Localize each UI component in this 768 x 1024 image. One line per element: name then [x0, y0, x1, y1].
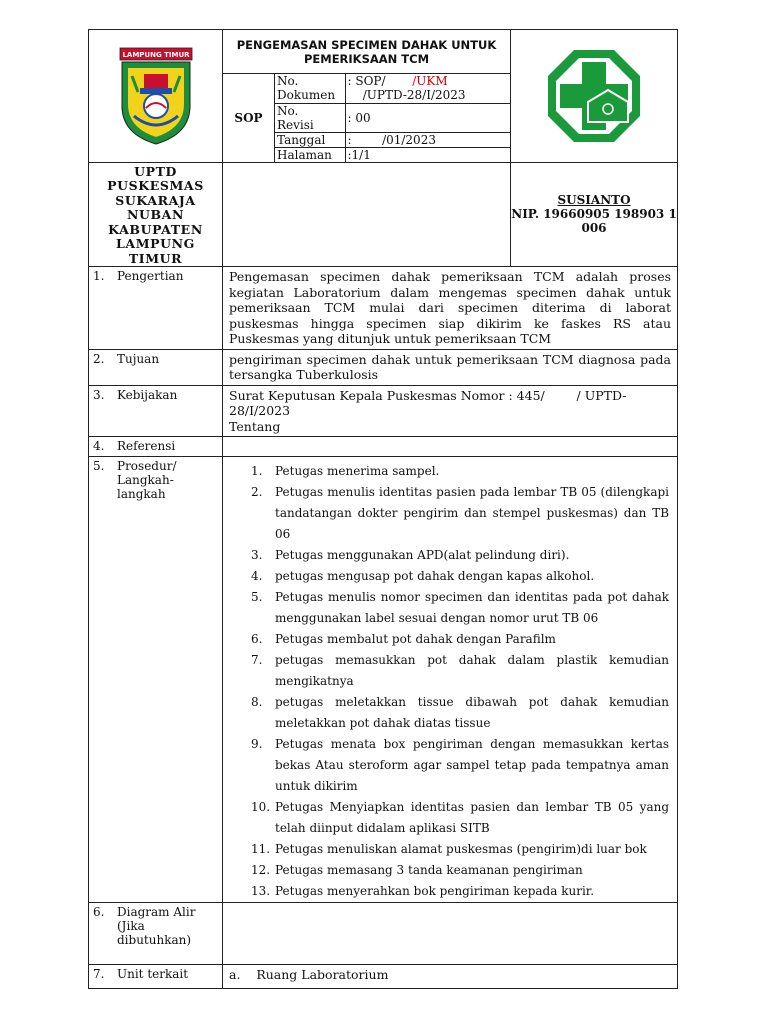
tujuan-text: pengiriman specimen dahak untuk pemeriksaan TCM diagnosa pada tersangka Tuberkulosis — [223, 349, 678, 385]
procedure-step — [251, 797, 669, 839]
procedure-step-number: 12. — [251, 863, 271, 877]
prosedur-label: 5. Prosedur/ Langkah- langkah — [89, 457, 223, 903]
signer-block — [511, 162, 678, 267]
referensi-text — [223, 437, 678, 457]
procedure-step — [251, 482, 669, 545]
halaman-label: Halaman — [275, 147, 345, 162]
halaman-value: :1/1 — [347, 147, 371, 162]
no-revisi-label: No. Revisi — [275, 103, 345, 132]
puskesmas-logo-icon — [544, 46, 644, 146]
procedure-step-number: 3. — [251, 548, 263, 562]
procedure-step — [251, 839, 669, 860]
procedure-step-number: 10. — [251, 800, 271, 814]
procedure-list — [223, 461, 677, 902]
kebijakan-label: 3. Kebijakan — [89, 385, 223, 437]
procedure-step-text: petugas mengusap pot dahak dengan kapas alkohol. — [275, 569, 595, 583]
title-line-1: PENGEMASAN SPECIMEN DAHAK UNTUK — [236, 38, 497, 52]
sop-label: SOP — [223, 74, 275, 163]
regency-logo-cell — [89, 30, 223, 163]
procedure-step-text: Petugas Menyiapkan identitas pasien dan lembar TB 05 yang telah diinput didalam aplikasi SITB — [275, 800, 670, 835]
title-line-2: PEMERIKSAAN TCM — [303, 52, 430, 66]
procedure-step-text: Petugas menyerahkan bok pengiriman kepada kurir. — [275, 884, 595, 898]
procedure-step-text: Petugas menerima sampel. — [275, 464, 440, 478]
no-revisi-value: : 00 — [345, 103, 510, 132]
document-title — [223, 30, 511, 74]
procedure-step-number: 9. — [251, 737, 263, 751]
procedure-step-text: Petugas memasang 3 tanda keamanan pengiriman — [275, 863, 583, 877]
logo-region-label: LAMPUNG TIMUR — [121, 50, 190, 59]
procedure-step-text: Petugas menulis identitas pasien pada lembar TB 05 (dilengkapi tandatangan dokter pengirim dan stempel puskesmas) dan TB 06 — [275, 485, 670, 541]
procedure-step-number: 5. — [251, 590, 263, 604]
procedure-step — [251, 461, 669, 482]
procedure-step-number: 6. — [251, 632, 263, 646]
document-meta — [275, 74, 511, 163]
procedure-step-text: petugas meletakkan tissue dibawah pot dahak kemudian meletakkan pot dahak diatas tissue — [275, 695, 670, 730]
blank-cell — [223, 162, 511, 267]
tanggal-value: : /01/2023 — [345, 132, 510, 147]
procedure-step-text: Petugas menggunakan APD(alat pelindung diri). — [275, 548, 570, 562]
organization-name: UPTD PUSKESMAS SUKARAJA NUBAN KABUPATEN LAMPUNG TIMUR — [89, 162, 223, 267]
puskesmas-logo-cell — [511, 30, 678, 163]
sop-document — [88, 29, 677, 989]
unit-terkait-item: a. Ruang Laboratorium — [223, 965, 678, 989]
procedure-step — [251, 629, 669, 650]
pengertian-text: Pengemasan specimen dahak pemeriksaan TCM adalah proses kegiatan Laboratorium dalam mengemas specimen dahak untuk pemeriksaan TCM mulai dari specimen diterima di laborat puskesmas hingga specimen siap dikirim ke faskes RS atau Puskesmas yang ditunjuk untuk pemeriksaan TCM — [223, 267, 678, 350]
no-dokumen-value: : SOP/ /UKM /UPTD-28/I/2023 — [345, 74, 510, 103]
referensi-label: 4. Referensi — [89, 437, 223, 457]
procedure-step — [251, 566, 669, 587]
procedure-step-text: Petugas menuliskan alamat puskesmas (pengirim)di luar bok — [275, 842, 647, 856]
diagram-content — [223, 903, 678, 965]
procedure-step-text: Petugas menata box pengiriman dengan memasukkan kertas bekas Atau steroform agar sampel tetap pada tempatnya aman untuk dikirim — [275, 737, 670, 793]
unit-terkait-label: 7. Unit terkait — [89, 965, 223, 989]
procedure-step-number: 4. — [251, 569, 263, 583]
procedure-step-text: petugas memasukkan pot dahak dalam plastik kemudian mengikatnya — [275, 653, 670, 688]
pengertian-label: 1. Pengertian — [89, 267, 223, 350]
prosedur-steps — [223, 457, 678, 903]
tanggal-label: Tanggal — [275, 132, 345, 147]
procedure-step-text: Petugas membalut pot dahak dengan Parafilm — [275, 632, 556, 646]
procedure-step-number: 1. — [251, 464, 263, 478]
kebijakan-text: Surat Keputusan Kepala Puskesmas Nomor : 445/ / UPTD-28/I/2023 Tentang — [223, 385, 678, 437]
procedure-step — [251, 881, 669, 902]
procedure-step-number: 2. — [251, 485, 263, 499]
procedure-step-number: 13. — [251, 884, 271, 898]
procedure-step — [251, 692, 669, 734]
signer-nip: NIP. 19660905 198903 1 006 — [511, 207, 677, 236]
tujuan-label: 2. Tujuan — [89, 349, 223, 385]
procedure-step — [251, 734, 669, 797]
procedure-step-text: Petugas menulis nomor specimen dan identitas pada pot dahak menggunakan label sesuai dengan nomor urut TB 06 — [275, 590, 670, 625]
procedure-step — [251, 650, 669, 692]
procedure-step-number: 11. — [251, 842, 271, 856]
procedure-step-number: 7. — [251, 653, 263, 667]
signer-name: SUSIANTO — [557, 193, 631, 208]
procedure-step — [251, 587, 669, 629]
diagram-label: 6. Diagram Alir (Jika dibutuhkan) — [89, 903, 223, 965]
sop-table — [88, 29, 678, 989]
procedure-step — [251, 860, 669, 881]
procedure-step-number: 8. — [251, 695, 263, 709]
lampung-timur-logo — [110, 46, 202, 146]
procedure-step — [251, 545, 669, 566]
no-dokumen-label: No. Dokumen — [275, 74, 345, 103]
